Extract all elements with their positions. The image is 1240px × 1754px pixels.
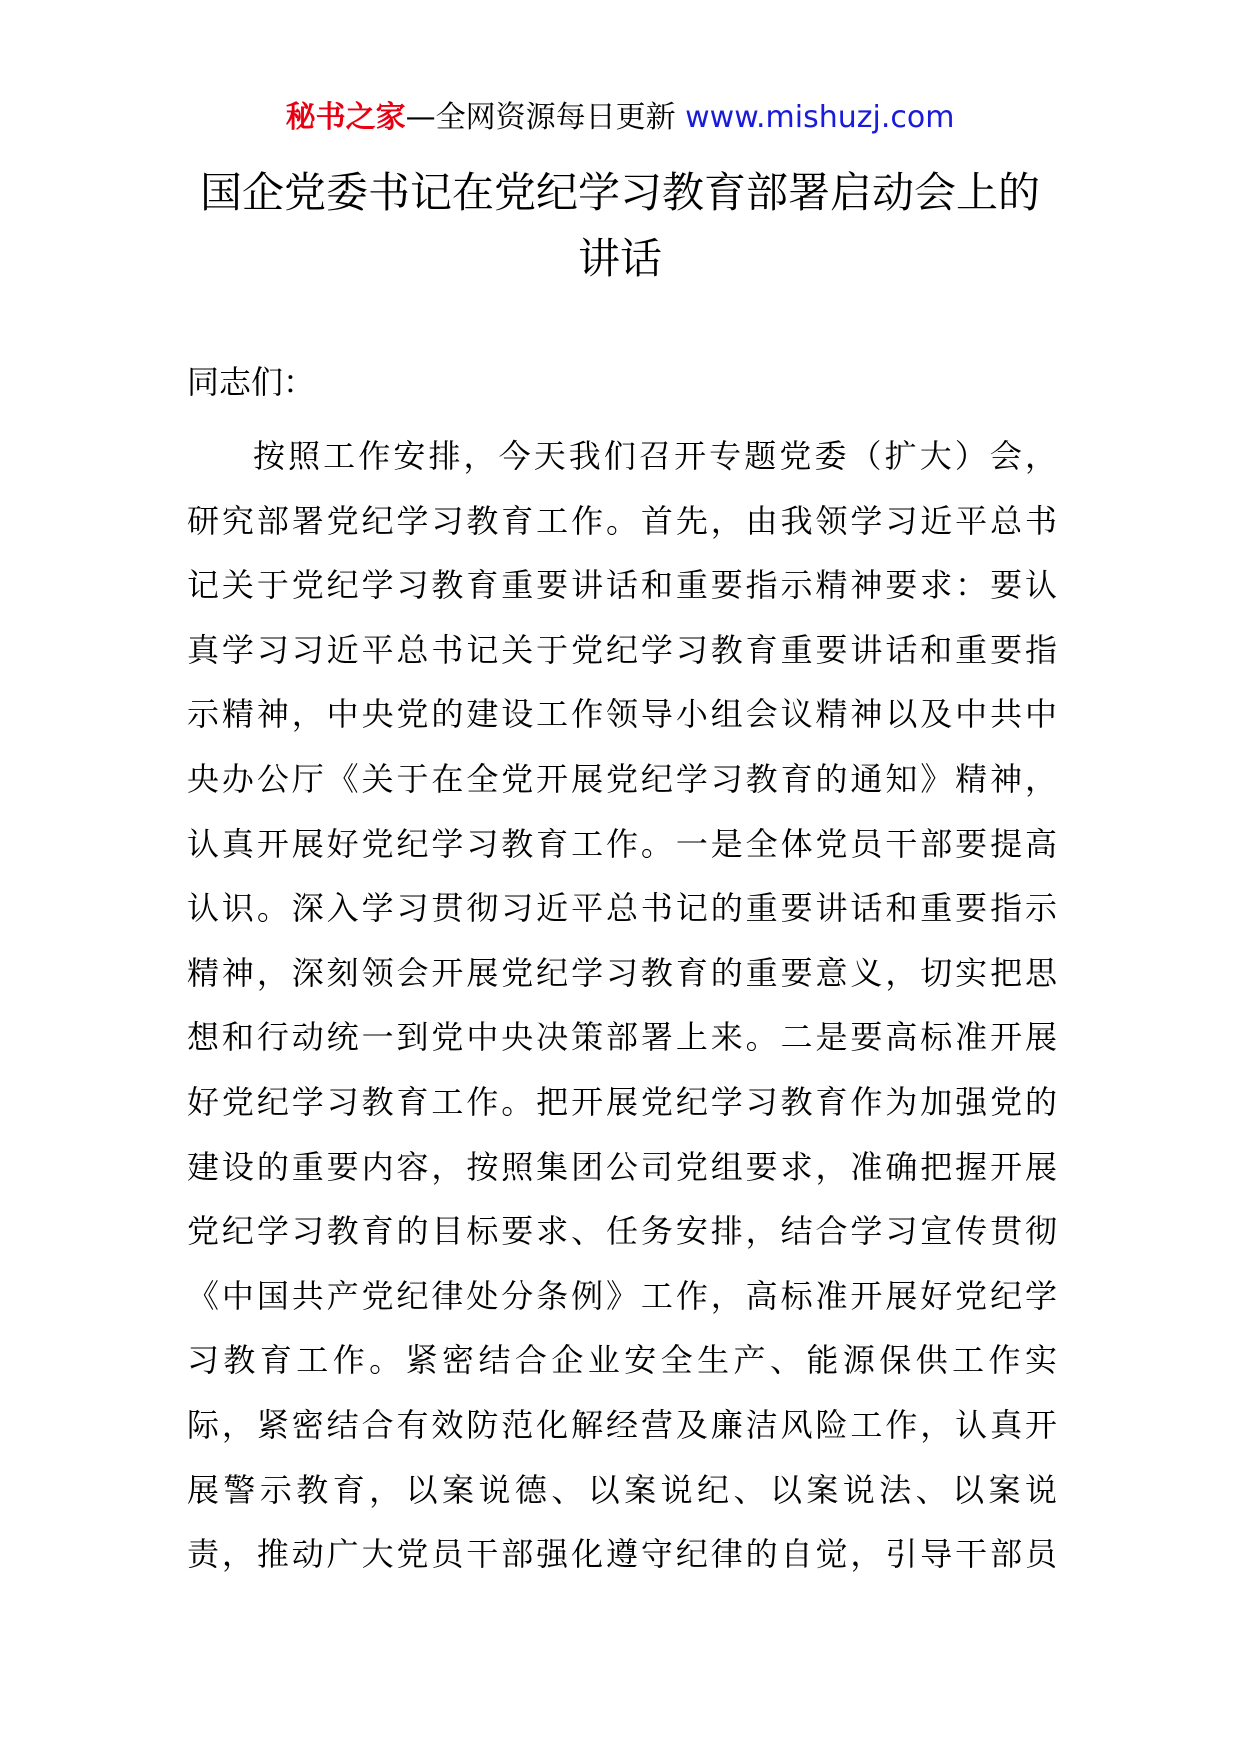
title-line: 讲话	[577, 234, 662, 283]
paragraph-line: 记关于党纪学习教育重要讲话和重要指示精神要求：要认	[187, 566, 1057, 605]
paragraph-line: 示精神，中央党的建设工作领导小组会议精神以及中共中	[187, 695, 1057, 734]
site-url-link[interactable]: www.mishuzj.com	[685, 100, 955, 135]
site-header	[0, 98, 1240, 138]
title-line: 国企党委书记在党纪学习教育部署启动会上的	[199, 168, 1040, 217]
paragraph-line: 际，紧密结合有效防范化解经营及廉洁风险工作，认真开	[187, 1405, 1057, 1444]
paragraph-line: 想和行动统一到党中央决策部署上来。二是要高标准开展	[187, 1018, 1057, 1057]
paragraph-line: 研究部署党纪学习教育工作。首先，由我领学习近平总书	[187, 501, 1057, 540]
salutation: 同志们：	[187, 363, 316, 401]
header-tagline: —全网资源每日更新	[405, 100, 686, 135]
paragraph-line: 好党纪学习教育工作。把开展党纪学习教育作为加强党的	[187, 1082, 1057, 1121]
paragraph-line: 精神，深刻领会开展党纪学习教育的重要意义，切实把思	[187, 953, 1057, 992]
body-paragraph	[187, 424, 1057, 1587]
paragraph-line: 责，推动广大党员干部强化遵守纪律的自觉，引导干部员	[187, 1535, 1057, 1574]
paragraph-line: 党纪学习教育的目标要求、任务安排，结合学习宣传贯彻	[187, 1212, 1057, 1251]
document-title	[170, 160, 1070, 292]
paragraph-line: 按照工作安排，今天我们召开专题党委（扩大）会，	[253, 437, 1057, 475]
paragraph-line: 习教育工作。紧密结合企业安全生产、能源保供工作实	[187, 1341, 1057, 1380]
brand-name: 秘书之家	[285, 100, 406, 135]
paragraph-line: 《中国共产党纪律处分条例》工作，高标准开展好党纪学	[187, 1276, 1057, 1315]
paragraph-line: 认识。深入学习贯彻习近平总书记的重要讲话和重要指示	[187, 889, 1057, 928]
paragraph-line: 建设的重要内容，按照集团公司党组要求，准确把握开展	[187, 1147, 1057, 1186]
paragraph-line: 真学习习近平总书记关于党纪学习教育重要讲话和重要指	[187, 630, 1057, 669]
paragraph-line: 展警示教育，以案说德、以案说纪、以案说法、以案说	[187, 1470, 1057, 1509]
paragraph-line: 认真开展好党纪学习教育工作。一是全体党员干部要提高	[187, 824, 1057, 863]
paragraph-line: 央办公厅《关于在全党开展党纪学习教育的通知》精神，	[187, 759, 1057, 798]
